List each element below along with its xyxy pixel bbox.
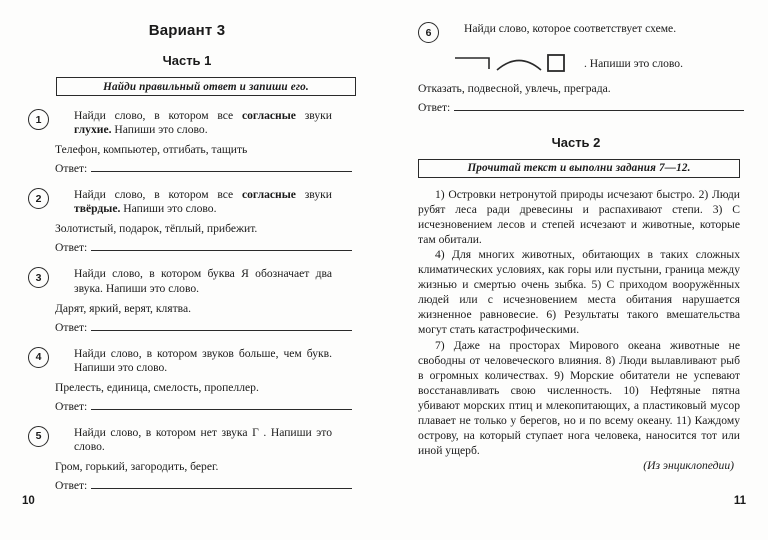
- task-2-prompt: [74, 188, 332, 216]
- task-4-answer-row: [55, 400, 356, 413]
- task-1-head: [18, 109, 356, 137]
- reading-passage: [418, 187, 740, 472]
- task-1: [18, 109, 356, 175]
- task-4-words: Прелесть, единица, смелость, пропеллер.: [55, 380, 259, 394]
- task-4-answer-label: Ответ:: [55, 399, 88, 413]
- part-2-title: Часть 2: [551, 134, 601, 150]
- task-1-prompt-bold: согласные: [241, 109, 296, 122]
- task-1-prompt: [74, 109, 332, 137]
- task-2-answer-label: Ответ:: [55, 241, 88, 255]
- task-6: [408, 22, 744, 114]
- task-5-number: 5: [28, 426, 49, 447]
- task-1-answer-line[interactable]: [91, 171, 352, 172]
- task-5-head: [18, 426, 356, 454]
- task-3-head: [18, 267, 356, 295]
- task-6-number: 6: [418, 22, 439, 43]
- page-number-left: 10: [22, 495, 35, 507]
- task-6-scheme-tail: . Напиши это слово.: [584, 56, 684, 70]
- passage-paragraph-3: 7) Даже на просторах Мирового океана животные не свободны от человеческого влияния. 8) Люди вылавливают рыб в огромных количествах. 9) Морские обитатели не успевают восстанавливать свою численность. 10) Нефтяные пятна убивают морских птиц и млекопитающих, а пластиковый мусор плавает не только у берегов, но и по всему океану. 11) Каждому острову, на который ступает нога человека, наносится тот или иной ущерб.: [418, 338, 740, 457]
- task-5-answer-row: [55, 479, 356, 492]
- morpheme-scheme-svg: [453, 50, 581, 76]
- task-2-prompt-bold: согласные: [241, 188, 296, 202]
- task-2-head: [18, 188, 356, 216]
- part-1-instruction-box: [56, 77, 356, 96]
- prefix-bracket-icon: [455, 58, 489, 69]
- task-1-prompt-bold2: глухие.: [74, 123, 112, 137]
- passage-paragraph-2: 4) Для многих животных, обитающих в таких сложных климатических условиях, как горы или пустыни, граница между жизнью и смертью очень зыбка. 5) С приходом вооружённых людей или с исчезновением места обитания нарушается жизненное равновесие. 6) Результаты такого вмешательства могут стать катастрофическими.: [418, 248, 740, 337]
- passage-paragraph-1: 1) Островки нетронутой природы исчезают быстро. 2) Люди рубят леса ради древесины и распахивают степи. 3) С исчезновением лесов и степей исчезают и животные, которые там обитали.: [418, 187, 740, 247]
- task-3-prompt: Найди слово, в котором буква Я обозначает два звука. Напиши это слово.: [74, 267, 332, 295]
- task-1-prompt-a: Найди слово, в котором все: [74, 109, 242, 122]
- task-1-number: 1: [28, 109, 49, 130]
- task-6-answer-label: Ответ:: [418, 100, 451, 114]
- task-2-prompt-c: Напиши это слово.: [120, 202, 217, 216]
- task-5-prompt: Найди слово, в котором нет звука Г . Напиши это слово.: [74, 425, 332, 453]
- task-6-head: [408, 22, 744, 43]
- task-1-prompt-b: звуки: [295, 109, 332, 122]
- part-1-instruction-text: Найди правильный ответ и запиши его.: [103, 80, 309, 93]
- task-5-answer-label: Ответ:: [55, 478, 88, 492]
- task-1-answer-row: [55, 162, 356, 175]
- task-2-words: Золотистый, подарок, тёплый, прибежит.: [55, 222, 258, 236]
- variant-title: Вариант 3: [148, 22, 226, 39]
- right-page: [384, 0, 768, 540]
- task-4: [18, 347, 356, 413]
- task-2-prompt-bold2: твёрдые.: [74, 202, 121, 216]
- root-arc-icon: [497, 61, 541, 71]
- task-5: [18, 426, 356, 492]
- task-3-words: Дарят, яркий, верят, клятва.: [55, 301, 191, 315]
- task-4-head: [18, 347, 356, 375]
- task-6-answer-line[interactable]: [454, 110, 744, 111]
- ending-square-icon: [548, 55, 564, 71]
- task-3-answer-line[interactable]: [91, 330, 352, 331]
- task-3-answer-label: Ответ:: [55, 320, 88, 334]
- task-5-answer-line[interactable]: [91, 488, 352, 489]
- task-1-answer-label: Ответ:: [55, 162, 88, 176]
- task-6-answer-row: [418, 101, 744, 114]
- passage-attribution: (Из энциклопедии): [643, 459, 734, 473]
- task-3: [18, 267, 356, 333]
- part-1-title: Часть 1: [162, 53, 212, 68]
- task-2-prompt-a: Найди слово, в котором все: [74, 188, 242, 202]
- task-1-words: Телефон, компьютер, отгибать, тащить: [55, 143, 248, 157]
- task-6-prompt: Найди слово, которое соответствует схеме.: [464, 22, 677, 35]
- part-2-instruction-box: [418, 159, 740, 178]
- page-number-right: 11: [733, 495, 746, 507]
- task-3-number: 3: [28, 267, 49, 288]
- task-2-answer-line[interactable]: [91, 250, 352, 251]
- task-2: [18, 188, 356, 254]
- task-4-answer-line[interactable]: [91, 409, 352, 410]
- part-2-instruction-text: Прочитай текст и выполни задания 7—12.: [467, 162, 691, 175]
- task-6-scheme: [453, 50, 744, 76]
- task-5-words: Гром, горький, загородить, берег.: [55, 460, 219, 474]
- task-3-answer-row: [55, 321, 356, 334]
- task-2-number: 2: [28, 188, 49, 209]
- task-4-number: 4: [28, 347, 49, 368]
- task-2-answer-row: [55, 241, 356, 254]
- task-2-prompt-b: звуки: [295, 188, 332, 202]
- task-4-prompt: Найди слово, в котором звуков больше, чем букв. Напиши это слово.: [74, 346, 332, 374]
- task-6-words: Отказать, подвесной, увлечь, преграда.: [418, 82, 611, 95]
- task-1-prompt-c: Напиши это слово.: [111, 123, 208, 137]
